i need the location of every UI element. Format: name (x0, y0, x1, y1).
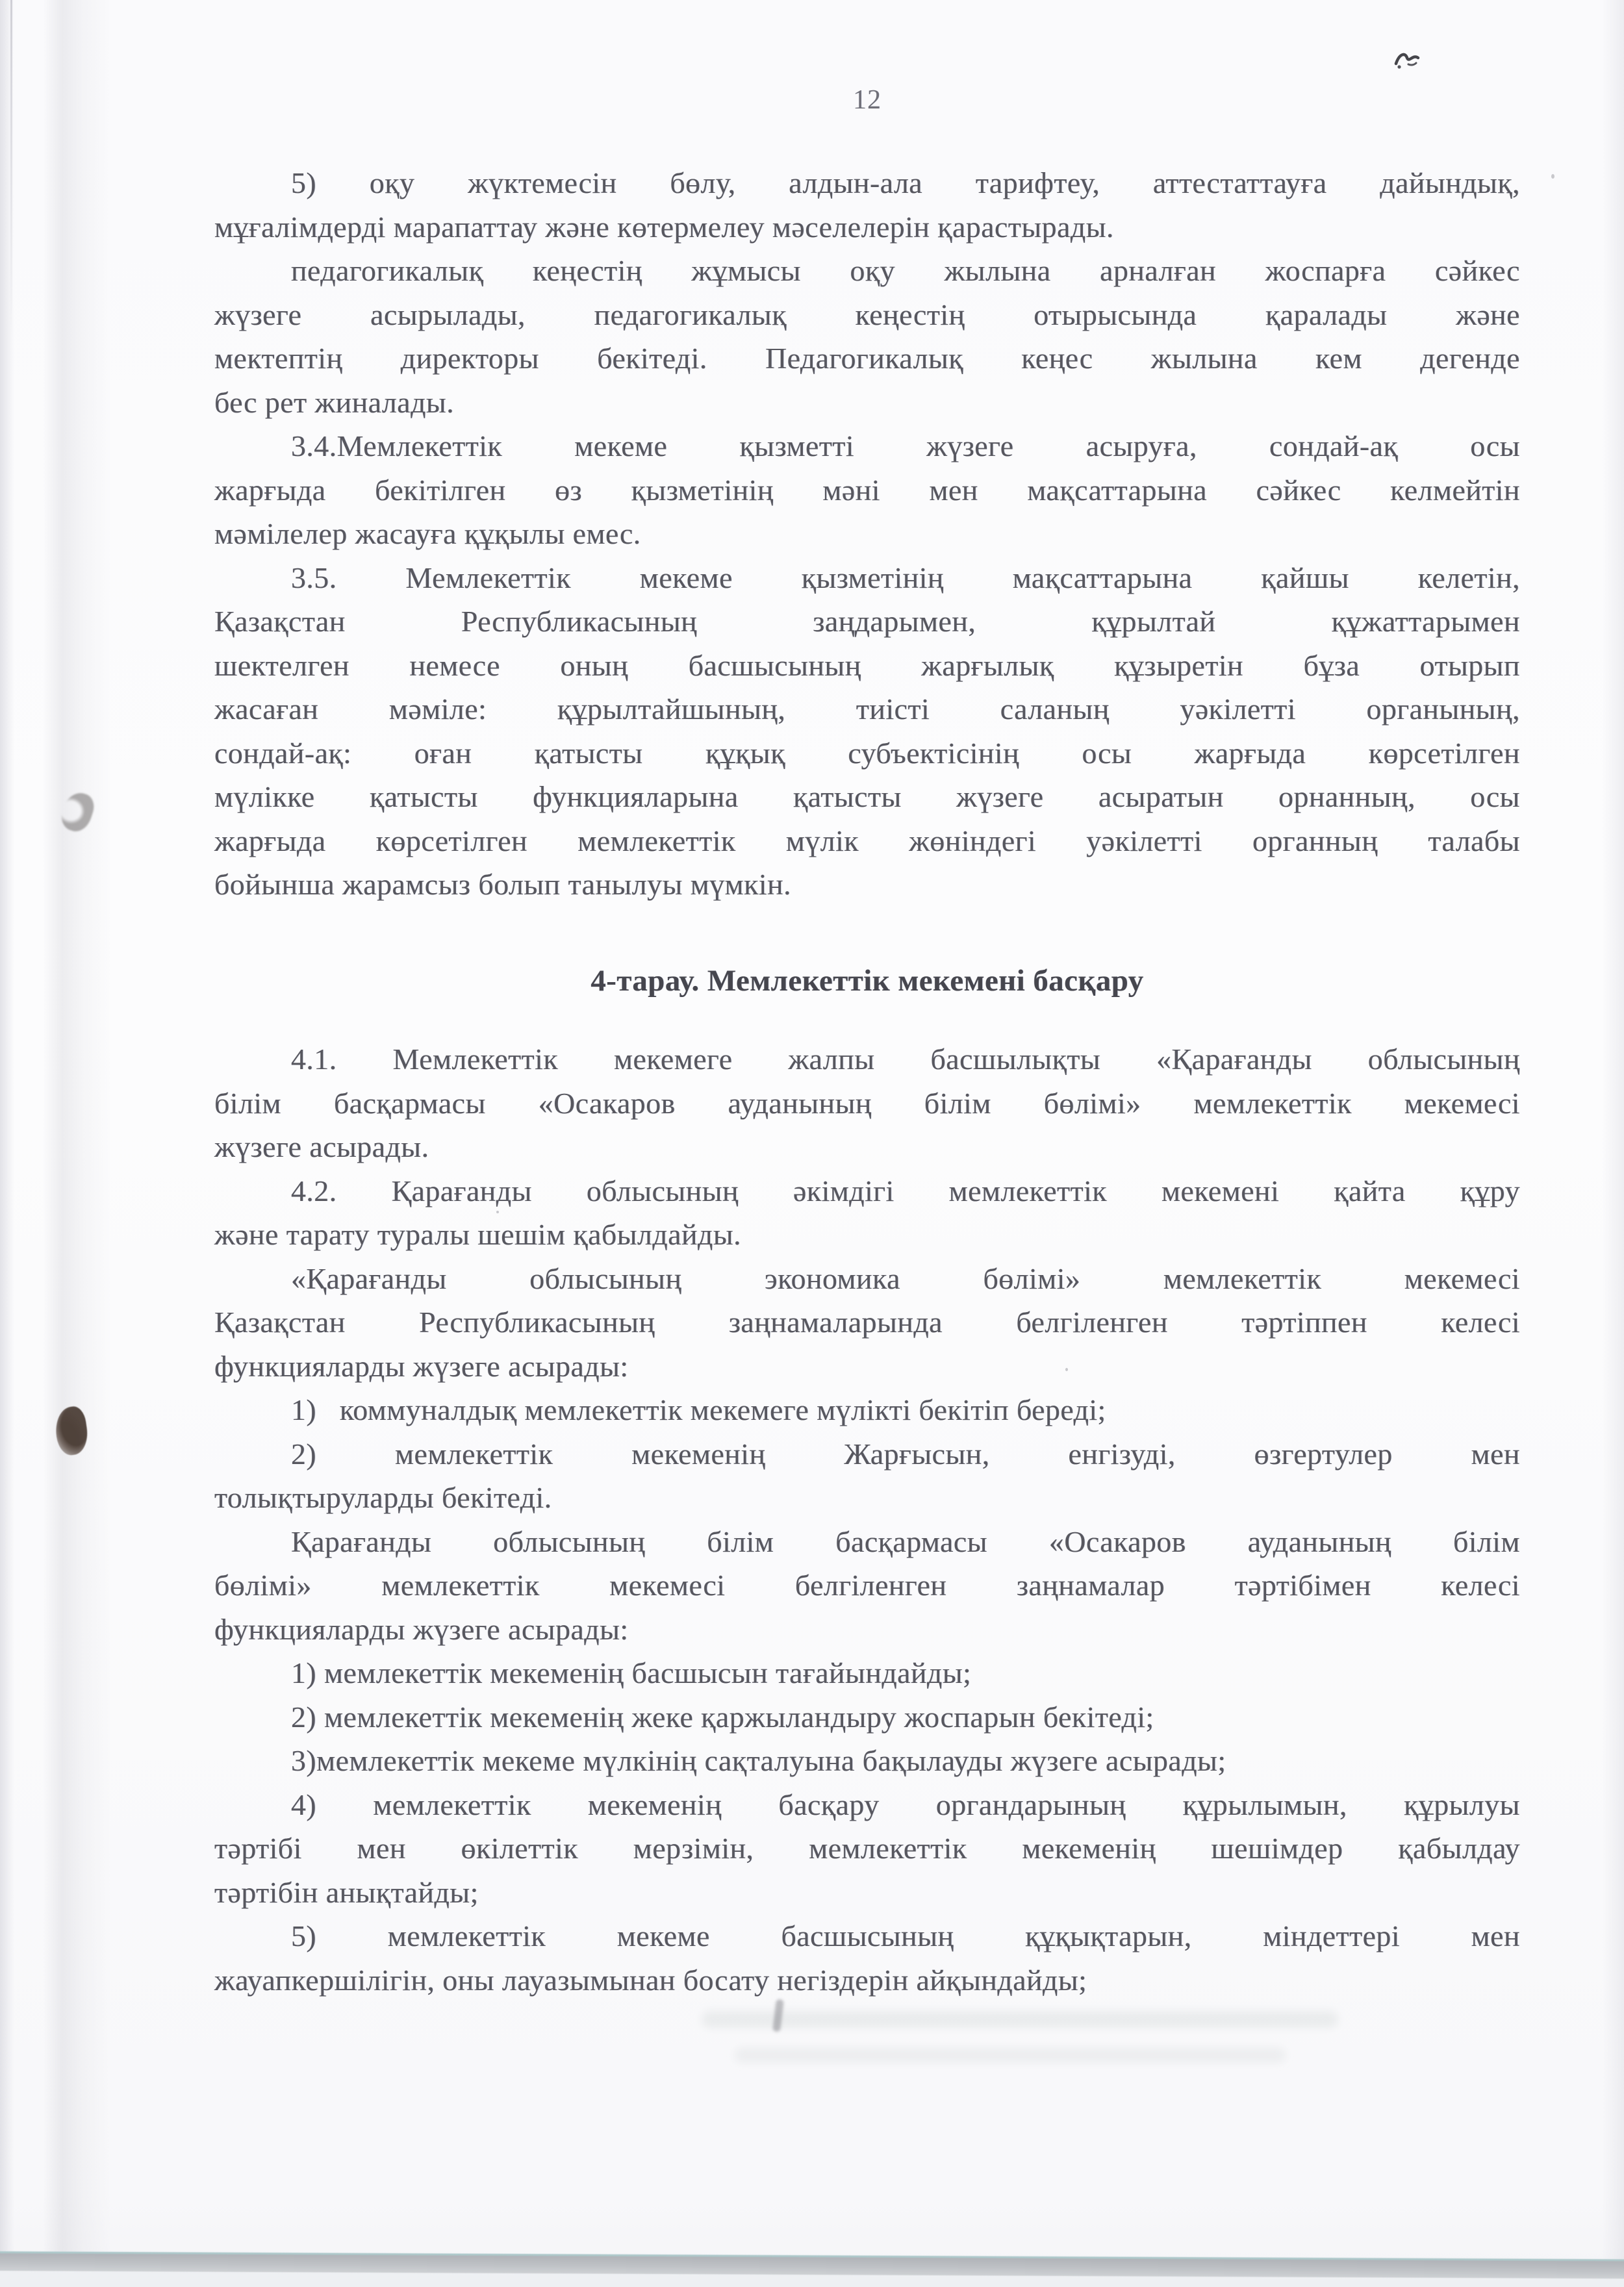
text-line: 5) мемлекеттік мекеме басшысының құқықтарын, міндеттері мен (291, 1919, 1520, 1952)
text-line: мәмілелер жасауға құқылы емес. (214, 517, 641, 550)
text-line: функцияларды жүзеге асырады: (214, 1612, 629, 1646)
text-line: мұғалімдерді марапаттау және көтермелеу мәселелерін қарастырады. (214, 210, 1114, 244)
dust-speck (1551, 174, 1554, 179)
text-line: жауапкершілігін, оны лауазымынан босату негіздерін айқындайды; (214, 1963, 1087, 1997)
text-line: бойынша жарамсыз болып танылуы мүмкін. (214, 868, 792, 901)
text-line: «Қарағанды облысының экономика бөлімі» мемлекеттік мекемесі (291, 1261, 1520, 1295)
text-line: мүлікке қатысты функцияларына қатысты жүзеге асыратын орнанның, осы (214, 780, 1520, 813)
page-left-edge-line (10, 0, 12, 338)
pen-squiggle-mark (1393, 48, 1424, 73)
document-text (214, 162, 1520, 2003)
text-line: педагогикалық кеңестің жұмысы оқу жылына арналған жоспарға сәйкес (291, 254, 1520, 287)
text-line: Қазақстан Республикасының заңнамаларында белгіленген тәртіппен келесі (214, 1306, 1520, 1339)
text-line: Қазақстан Республикасының заңдарымен, құрылтай құжаттарымен (214, 605, 1520, 638)
text-line: жасаған мәміле: құрылтайшының, тиісті саланың уәкілетті органының, (214, 692, 1520, 726)
text-line: 4.2. Қарағанды облысының әкімдігі мемлекеттік мекемені қайта құру (291, 1174, 1520, 1207)
text-line: 3)мемлекеттік мекеме мүлкінің сақталуына бақылауды жүзеге асырады; (291, 1744, 1226, 1777)
text-line: 1) мемлекеттік мекеменің басшысын тағайындайды; (291, 1656, 972, 1689)
text-line: 5) оқу жүктемесін бөлу, алдын-ала тарифтеу, аттестаттауға дайындық, (291, 166, 1520, 199)
dust-speck (496, 1211, 499, 1213)
text-line: тәртібі мен өкілеттік мерзімін, мемлекеттік мекеменің шешімдер қабылдау (214, 1832, 1520, 1865)
text-line: 4.1. Мемлекеттік мекемеге жалпы басшылықты «Қарағанды облысының (291, 1042, 1520, 1076)
text-line: бес рет жиналады. (214, 385, 455, 419)
text-line: жарғыда көрсетілген мемлекеттік мүлік жөніндегі уәкілетті органның талабы (214, 824, 1520, 857)
text-line: 1) коммуналдық мемлекеттік мекемеге мүлікті бекітіп береді; (291, 1393, 1106, 1426)
page-number: 12 (853, 85, 882, 115)
ink-blot-stain (53, 1405, 90, 1457)
chapter-heading: 4-тарау. Мемлекеттік мекемені басқару (590, 963, 1144, 998)
text-line: шектелген немесе оның басшысының жарғылық құзыретін бұза отырып (214, 648, 1520, 682)
text-line: білім басқармасы «Осакаров ауданының білім бөлімі» мемлекеттік мекемесі (214, 1086, 1520, 1120)
text-line: мектептің директоры бекітеді. Педагогикалық кеңес жылына кем дегенде (214, 342, 1520, 375)
text-line: жүзеге асырады. (214, 1130, 429, 1163)
text-line: сондай-ақ: оған қатысты құқық субъектісінің осы жарғыда көрсетілген (214, 736, 1520, 770)
crescent-smudge-stain (57, 789, 97, 835)
text-line: жарғыда бекітілген өз қызметінің мәні мен мақсаттарына сәйкес келмейтін (214, 473, 1520, 507)
text-line: 3.5. Мемлекеттік мекеме қызметінің мақсаттарына қайшы келетін, (291, 561, 1520, 594)
text-line: тәртібін анықтайды; (214, 1875, 479, 1909)
text-line: 4) мемлекеттік мекеменің басқару органдарының құрылымын, құрылуы (291, 1788, 1520, 1821)
text-line: бөлімі» мемлекеттік мекемесі белгіленген заңнамалар тәртібімен келесі (214, 1569, 1520, 1602)
text-line: толықтыруларды бекітеді. (214, 1481, 552, 1514)
text-line: жүзеге асырылады, педагогикалық кеңестің отырысында қаралады және (214, 297, 1520, 331)
ghost-text-bleedthrough (702, 2011, 1338, 2028)
ghost-text-bleedthrough (734, 2047, 1286, 2063)
text-line: 3.4.Мемлекеттік мекеме қызметті жүзеге асыруға, сондай-ақ осы (291, 429, 1520, 462)
text-line: 2) мемлекеттік мекеменің жеке қаржыландыру жоспарын бекітеді; (291, 1700, 1154, 1734)
dust-speck (1065, 1368, 1068, 1371)
text-line: және тарату туралы шешім қабылдайды. (214, 1218, 742, 1251)
text-line: Қарағанды облысының білім басқармасы «Осакаров ауданының білім (291, 1524, 1520, 1558)
text-line: функцияларды жүзеге асырады: (214, 1349, 629, 1383)
text-line: 2) мемлекеттік мекеменің Жарғысын, енгізуді, өзгертулер мен (291, 1437, 1520, 1471)
